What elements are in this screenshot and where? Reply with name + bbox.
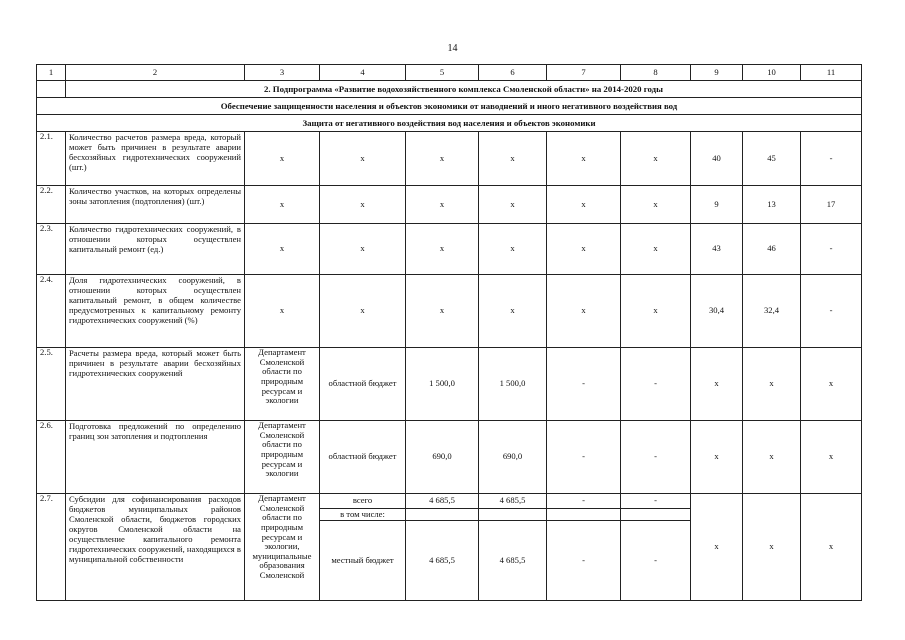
cell-col5: 690,0 [406, 421, 479, 494]
cell-source-total: всего [320, 494, 406, 509]
cell-col7: - [547, 421, 621, 494]
cell-col8: х [621, 132, 691, 186]
row-description: Количество гидротехнических сооружений, в отношении которых осуществлен капитальный ремонт (ед.) [66, 224, 245, 275]
cell-executor: х [245, 224, 320, 275]
row-description: Расчеты размера вреда, который может быть причинен в результате аварии бесхозяйных гидротехнических сооружений [66, 348, 245, 421]
cell-col10: 13 [743, 186, 801, 224]
cell-col5: х [406, 224, 479, 275]
cell-source: х [320, 275, 406, 348]
col-num-8: 8 [621, 65, 691, 81]
cell-col11: 17 [801, 186, 862, 224]
cell-col6: х [479, 275, 547, 348]
col-num-7: 7 [547, 65, 621, 81]
table-row [37, 224, 862, 275]
cell-col11: - [801, 132, 862, 186]
cell-col11: - [801, 275, 862, 348]
cell-col5: 1 500,0 [406, 348, 479, 421]
cell-col8: х [621, 186, 691, 224]
cell-col10: х [743, 494, 801, 601]
cell-col5: х [406, 275, 479, 348]
col-num-3: 3 [245, 65, 320, 81]
cell-empty [406, 509, 479, 521]
row-number: 2.1. [37, 132, 66, 186]
col-num-10: 10 [743, 65, 801, 81]
row-description: Субсидии для софинансирования расходов бюджетов муниципальных районов Смоленской области, бюджетов городских округов Смоленской области на осуществление капитального ремонта гидротехнических сооружений, находящихся в муниципальной собственности [66, 494, 245, 601]
cell-executor: х [245, 186, 320, 224]
table-row [37, 186, 862, 224]
cell-source: х [320, 186, 406, 224]
cell-col10: х [743, 421, 801, 494]
cell-including: в том числе: [320, 509, 406, 521]
task-row [37, 115, 862, 132]
cell-source: областной бюджет [320, 421, 406, 494]
cell-executor: х [245, 132, 320, 186]
cell-col5-local: 4 685,5 [406, 521, 479, 601]
cell-source: областной бюджет [320, 348, 406, 421]
cell-source: х [320, 224, 406, 275]
cell-col10: 45 [743, 132, 801, 186]
cell-col10: х [743, 348, 801, 421]
cell-col7-local: - [547, 521, 621, 601]
cell-col8: - [621, 348, 691, 421]
cell-col6-local: 4 685,5 [479, 521, 547, 601]
goal-title: Обеспечение защищенности населения и объектов экономики от наводнений и иного негативного воздействия вод [37, 98, 862, 115]
table-row [37, 348, 862, 421]
cell-col7: х [547, 132, 621, 186]
row-number: 2.2. [37, 186, 66, 224]
cell-col11: - [801, 224, 862, 275]
cell-col8: х [621, 224, 691, 275]
col-num-2: 2 [66, 65, 245, 81]
cell-col6-total: 4 685,5 [479, 494, 547, 509]
cell-col7: х [547, 186, 621, 224]
col-num-6: 6 [479, 65, 547, 81]
row-description: Подготовка предложений по определению границ зон затопления и подтопления [66, 421, 245, 494]
cell-col6: 1 500,0 [479, 348, 547, 421]
col-num-4: 4 [320, 65, 406, 81]
col-num-1: 1 [37, 65, 66, 81]
cell-empty [547, 509, 621, 521]
cell-col8: х [621, 275, 691, 348]
col-num-11: 11 [801, 65, 862, 81]
cell-col9: 43 [691, 224, 743, 275]
cell-col5-total: 4 685,5 [406, 494, 479, 509]
cell-col9: х [691, 421, 743, 494]
cell-col5: х [406, 132, 479, 186]
cell-col11: х [801, 348, 862, 421]
column-number-row [37, 65, 862, 81]
goal-row [37, 98, 862, 115]
row-number: 2.3. [37, 224, 66, 275]
cell-col9: 9 [691, 186, 743, 224]
program-table [36, 64, 862, 601]
cell-col6: х [479, 132, 547, 186]
row-description: Количество расчетов размера вреда, который может быть причинен в результате аварии бесхозяйных гидротехнических сооружений (шт.) [66, 132, 245, 186]
cell-col8: - [621, 421, 691, 494]
cell-col7-total: - [547, 494, 621, 509]
task-title: Защита от негативного воздействия вод населения и объектов экономики [37, 115, 862, 132]
row-number: 2.4. [37, 275, 66, 348]
subprogram-row [37, 81, 862, 98]
cell-source-local: местный бюджет [320, 521, 406, 601]
cell-col8-local: - [621, 521, 691, 601]
cell-col10: 46 [743, 224, 801, 275]
cell-source: х [320, 132, 406, 186]
table-row [37, 275, 862, 348]
cell-executor: Департамент Смоленской области по природным ресурсам и экологии [245, 348, 320, 421]
cell-col9: 40 [691, 132, 743, 186]
cell-executor: х [245, 275, 320, 348]
cell-col7: х [547, 275, 621, 348]
table-row [37, 132, 862, 186]
cell-col6: х [479, 186, 547, 224]
cell-col5: х [406, 186, 479, 224]
cell-col10: 32,4 [743, 275, 801, 348]
table-row [37, 494, 862, 509]
page-number: 14 [447, 43, 458, 54]
col-num-9: 9 [691, 65, 743, 81]
cell-col6: х [479, 224, 547, 275]
cell-col8-total: - [621, 494, 691, 509]
row-number: 2.7. [37, 494, 66, 601]
table-row [37, 421, 862, 494]
row-description: Количество участков, на которых определены зоны затопления (подтопления) (шт.) [66, 186, 245, 224]
row-number: 2.6. [37, 421, 66, 494]
cell-col7: х [547, 224, 621, 275]
cell-col9: х [691, 348, 743, 421]
cell-col11: х [801, 494, 862, 601]
subprogram-title: 2. Подпрограмма «Развитие водохозяйственного комплекса Смоленской области» на 2014-2020 годы [66, 81, 862, 98]
cell-col6: 690,0 [479, 421, 547, 494]
cell-executor: Департамент Смоленской области по природным ресурсам и экологии [245, 421, 320, 494]
cell-empty [621, 509, 691, 521]
cell-col7: - [547, 348, 621, 421]
row-description: Доля гидротехнических сооружений, в отношении которых осуществлен капитальный ремонт, в общем количестве предусмотренных к капитальному ремонту гидротехнических сооружений (%) [66, 275, 245, 348]
row-number: 2.5. [37, 348, 66, 421]
col-num-5: 5 [406, 65, 479, 81]
cell-col9: 30,4 [691, 275, 743, 348]
cell-col11: х [801, 421, 862, 494]
cell-col9: х [691, 494, 743, 601]
cell-executor: Департамент Смоленской области по природным ресурсам и экологии, муниципальные образования Смоленской [245, 494, 320, 601]
cell-empty [479, 509, 547, 521]
